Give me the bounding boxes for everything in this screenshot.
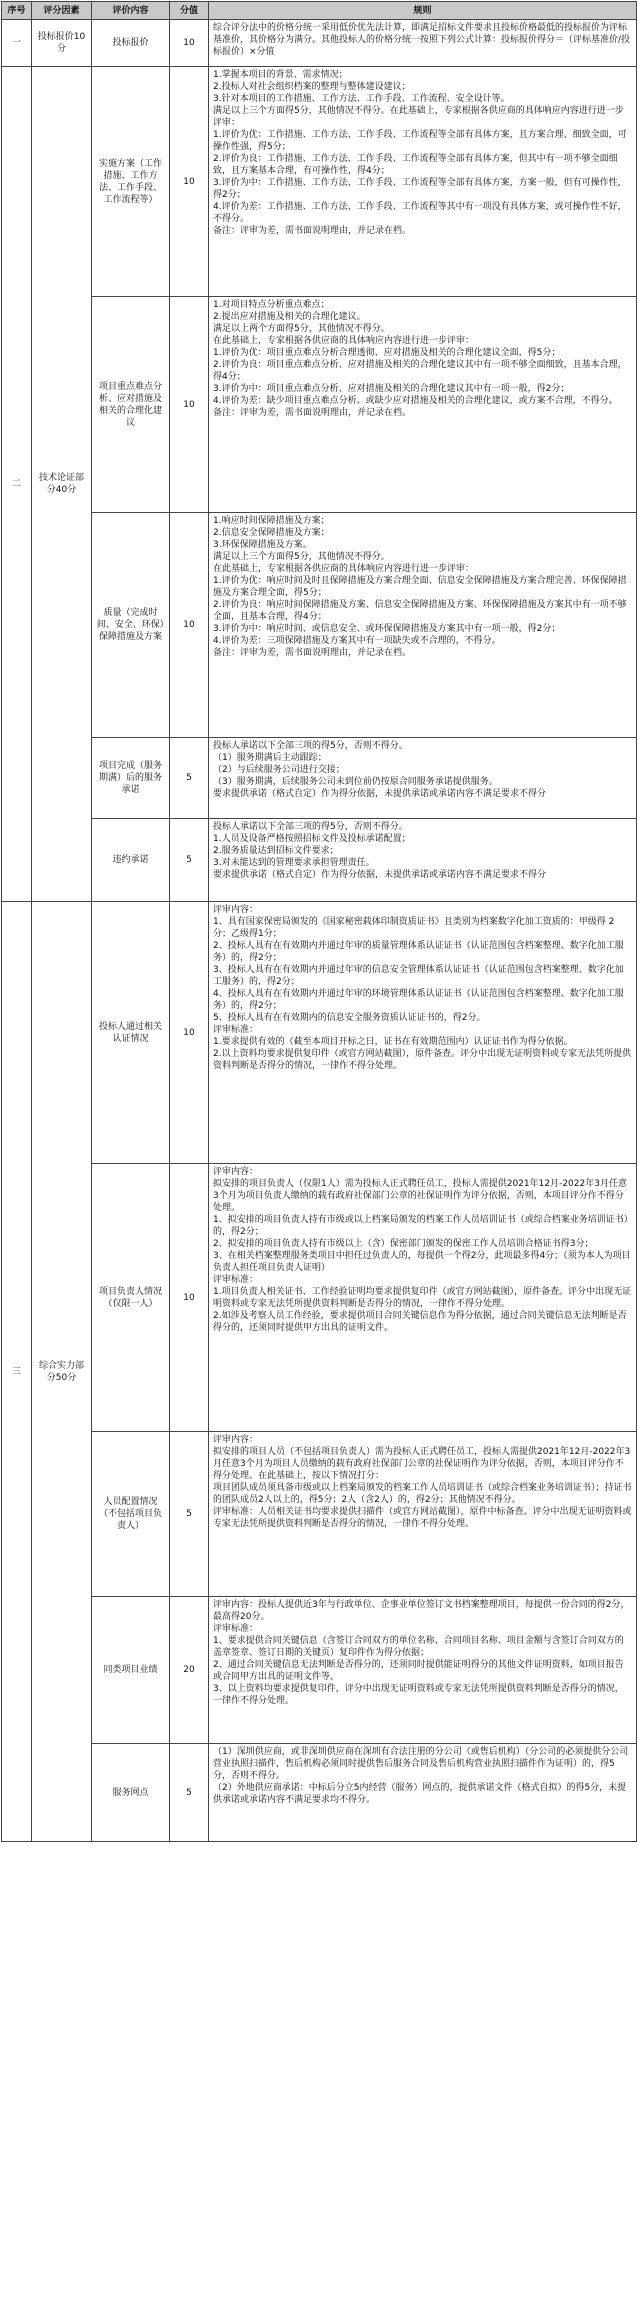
row-rules [209, 902, 637, 1164]
row-score: 20 [170, 1597, 209, 1744]
rule-line: 1.人员及设备严格按照招标文件及投标承诺配置； [213, 834, 411, 844]
table-row [2, 738, 637, 819]
rule-line: 1.要求提供有效的（截至本项目开标之日，证书在有效期范围内）认证证书作为得分依据。 [213, 1037, 573, 1047]
rule-line: 1、拟安排的项目负责人持有市级或以上档案局颁发的档案工作人员培训证书（或综合档案业务培训证书）的，得2分； [213, 1215, 629, 1237]
rule-line: 3、投标人具有在有效期内并通过年审的信息安全管理体系认证证书（认证范围包含档案整理、数字化加工服务）的，得2分； [213, 965, 624, 987]
row-content: 投标人通过相关认证情况 [92, 902, 170, 1164]
rule-line: 拟安排的项目人员（不包括项目负责人）需为投标人正式聘任员工，投标人需提供2021年12月-2022年3月任意3个月为项目人员缴纳的载有政府社保部门公章的社保证明作为评分依据，否则，本项目评分作不得分处理。在此基础上，按以下情况打分： [213, 1447, 631, 1481]
row-rules [209, 513, 637, 738]
rule-line: 3.评价为中：响应时间、或信息安全、或环保保障措施及方案其中有一项一般，得2分； [213, 624, 561, 634]
group-factor: 投标报价10分 [32, 20, 92, 67]
rule-line: 评审内容： [213, 905, 259, 915]
rule-line: 评审标准： [213, 1275, 259, 1285]
table-header-row [2, 2, 637, 20]
rule-line: 3、以上资料均要求提供复印件，评分中出现无证明资料或专家无法凭所提供资料判断是否得分的情况，一律作不得分处理。 [213, 1684, 624, 1706]
row-content: 实施方案（工作措施、工作方法、工作手段、工作流程等） [92, 67, 170, 297]
header-factor: 评分因素 [32, 2, 92, 20]
rule-line: 1、要求提供合同关键信息（含签订合同双方的单位名称、合同项目名称、项目金额与含签订合同双方的盖章签章、签订日期的关键页）复印件作为得分依据； [213, 1636, 624, 1658]
rule-line: （1）深圳供应商，或非深圳供应商在深圳有合法注册的分公司（或售后机构）（分公司的必须提供分公司营业执照扫描件，售后机构必须同时提供售后服务合同及售后机构营业执照扫描件作为证明）的，得5分，否则不得分。 [213, 1747, 629, 1781]
rule-line: 3.评价为中：工作措施、工作方法、工作手段、工作流程等全部有具体方案，方案一般，但有可操作性，得2分； [213, 178, 627, 200]
rule-line: 备注：评审为差，需书面说明理由，并记录在档。 [213, 408, 412, 418]
rule-line: 在此基础上，专家根据各供应商的具体响应内容进行进一步评审： [213, 336, 475, 346]
rule-line: 项目团队成员须具备市级或以上档案局颁发的档案工作人员培训证书（或综合档案业务培训证书）；持证书的团队成员2人以上的，得5分；2人（含2人）的，得2分；其他情况不得分。 [213, 1483, 632, 1505]
rule-line: 2.信息安全保障措施及方案； [213, 528, 330, 538]
row-content: 项目完成（服务期满）后的服务承诺 [92, 738, 170, 819]
row-content: 项目重点难点分析、应对措施及相关的合理化建议 [92, 297, 170, 513]
rule-line: 在此基础上，专家根据各供应商的具体响应内容进行进一步评审： [213, 564, 475, 574]
rule-line: 评审标准： [213, 1624, 259, 1634]
rule-line: 4.评价为差：三项保障措施及方案其中有一项缺失或不合理的，不得分。 [213, 636, 501, 646]
rule-line: 2、拟安排的项目负责人持有市级以上（含）保密部门颁发的保密工作人员培训合格证书得3分； [213, 1239, 594, 1249]
rule-line: 2.评价为良：项目重点难点分析、应对措施及相关的合理化建议其中有一项不够全面细致，且基本合理，得4分； [213, 360, 627, 382]
row-content: 同类项目业绩 [92, 1597, 170, 1744]
row-score: 10 [170, 297, 209, 513]
rule-line: 1.对项目特点分析重点难点； [213, 300, 330, 310]
scoring-table [1, 1, 637, 1842]
rule-line: 评审标准： [213, 1025, 259, 1035]
rule-line: （2）外地供应商承诺：中标后分立5内经营（服务）网点的，提供承诺文件（格式自拟）的得5分，未提供承诺或承诺内容不满足要求均不得分。 [213, 1783, 627, 1805]
table-row [2, 1597, 637, 1744]
rule-line: 1.评价为优：项目重点难点分析合理透彻、应对措施及相关的合理化建议全面，得5分； [213, 348, 561, 358]
row-content: 项目负责人情况（仅限一人） [92, 1164, 170, 1432]
group-no: 三 [2, 902, 32, 1842]
row-content: 服务网点 [92, 1744, 170, 1842]
rule-line: 拟安排的项目负责人（仅限1人）需为投标人正式聘任员工，投标人需提供2021年12月-2022年3月任意3个月为项目负责人缴纳的载有政府社保部门公章的社保证明作为评分依据，否则，本项目评分作不得分处理。 [213, 1179, 627, 1213]
group-factor: 技术论证部分40分 [32, 67, 92, 902]
rule-line: 要求提供承诺（格式自定）作为得分依据，未提供承诺或承诺内容不满足要求不得分 [213, 789, 547, 799]
row-rules [209, 67, 637, 297]
table-row [2, 1432, 637, 1597]
rule-line: 1.项目负责人相关证书、工作经验证明均要求提供复印件（或官方网站截图），原件备查。评分中出现无证明资料或专家无法凭所提供资料判断是否得分的情况，一律作不得分处理。 [213, 1287, 632, 1309]
row-rules [209, 297, 637, 513]
rule-line: 1.评价为优：响应时间及时且保障措施及方案合理全面、信息安全保障措施及方案合理完善、环保保障措施及方案合理全面，得5分； [213, 576, 627, 598]
row-score: 10 [170, 1164, 209, 1432]
row-score: 10 [170, 20, 209, 67]
rule-line: 满足以上三个方面得5分，其他情况不得分。在此基础上，专家根据各供应商的具体响应内容进行进一步评审： [213, 106, 624, 128]
header-no: 序号 [2, 2, 32, 20]
rule-line: 投标人承诺以下全部三项的得5分，否则不得分。 [213, 822, 408, 832]
group-factor: 综合实力部分50分 [32, 902, 92, 1842]
rule-line: 1、具有国家保密局颁发的《国家秘密载体印制资质证书》且类别为档案数字化加工资质的：甲级得 2 分；乙级得1分； [213, 917, 615, 939]
rule-line: 评审内容：投标人提供近3年与行政单位、企事业单位签订文书档案整理项目，每提供一份合同的得2分，最高得20分。 [213, 1600, 630, 1622]
rule-line: 2、通过合同关键信息无法判断是否得分的，还须同时提供能证明得分的其他文件证明资料，如项目报告或合同甲方出具的证明文件等。 [213, 1660, 624, 1682]
rule-line: 3.评价为中：项目重点难点分析、应对措施及相关的合理化建议其中有一项一般，得2分； [213, 384, 570, 394]
rule-line: 1.评价为优：工作措施、工作方法、工作手段、工作流程等全部有具体方案，且方案合理、细致全面，可操作性强，得5分； [213, 130, 627, 152]
row-rules [209, 20, 637, 67]
rule-line: 2.服务质量达到招标文件要求； [213, 846, 339, 856]
rule-line: 4.评价为差：工作措施、工作方法、工作手段、工作流程等其中有一项没有具体方案，或可操作性不好，不得分。 [213, 202, 627, 224]
row-rules [209, 819, 637, 902]
rule-line: （1）服务期满后主动跟踪； [213, 753, 327, 763]
row-rules [209, 1597, 637, 1744]
rule-line: 1.掌握本项目的背景、需求情况； [213, 70, 348, 80]
header-rules: 规则 [209, 2, 637, 20]
rule-line: 投标人承诺以下全部三项的得5分，否则不得分。 [213, 741, 408, 751]
row-content: 质量（完成时间、安全、环保）保障措施及方案 [92, 513, 170, 738]
rule-line: 3.针对本项目的工作措施、工作方法、工作手段、工作流程、安全设计等。 [213, 94, 510, 104]
rule-line: 2.以上资料均要求提供复印件（或官方网站截图），原件备查。评分中出现无证明资料或专家无法凭所提供资料判断是否得分的情况，一律作不得分处理。 [213, 1049, 632, 1071]
rule-line: 3.环保保障措施及方案。 [213, 540, 312, 550]
table-row [2, 20, 637, 67]
row-score: 5 [170, 738, 209, 819]
row-rules [209, 1164, 637, 1432]
row-score: 5 [170, 1744, 209, 1842]
row-score: 10 [170, 513, 209, 738]
rule-line: 满足以上两个方面得5分，其他情况不得分。 [213, 324, 390, 334]
group-no: 二 [2, 67, 32, 902]
row-content: 人员配置情况（不包括项目负责人） [92, 1432, 170, 1597]
rule-line: 3、在相关档案整理服务类项目中担任过负责人的，每提供一个得2分，此项最多得4分；（须为本人为项目负责人担任项目负责人证明） [213, 1251, 631, 1273]
rule-line: 1.响应时间保障措施及方案； [213, 516, 330, 526]
rule-line: 4、投标人具有在有效期内并通过年审的环境管理体系认证证书（认证范围包含档案整理、数字化加工服务）的，得2分； [213, 989, 624, 1011]
row-score: 10 [170, 67, 209, 297]
table-row [2, 297, 637, 513]
row-rules [209, 738, 637, 819]
rule-line: 4.评价为差：缺少项目重点难点分析、或缺少应对措施及相关的合理化建议，或方案不合理，不得分。 [213, 396, 618, 406]
group-no: 一 [2, 20, 32, 67]
row-rules [209, 1744, 637, 1842]
rule-line: （2）与后续服务公司进行交接； [213, 765, 345, 775]
rule-line: 2.评价为良：响应时间保障措施及方案、信息安全保障措施及方案、环保保障措施及方案其中有一项不够全面，且基本合理，得4分； [213, 600, 627, 622]
rule-line: 综合评分法中的价格分统一采用低价优先法计算，即满足招标文件要求且投标价格最低的投标报价为评标基准价，其价格分为满分。其他投标人的价格分统一按照下列公式计算：投标报价得分＝（评标基准价/投标报价）×分值 [213, 23, 631, 57]
row-content: 投标报价 [92, 20, 170, 67]
table-row [2, 67, 637, 297]
header-content: 评价内容 [92, 2, 170, 20]
table-row [2, 819, 637, 902]
row-content: 违约承诺 [92, 819, 170, 902]
rule-line: 要求提供承诺（格式自定）作为得分依据，未提供承诺或承诺内容不满足要求不得分 [213, 870, 547, 880]
row-score: 5 [170, 1432, 209, 1597]
table-row [2, 1164, 637, 1432]
rule-line: 评审内容： [213, 1167, 259, 1177]
table-row [2, 513, 637, 738]
rule-line: 备注：评审为差，需书面说明理由，并记录在档。 [213, 648, 412, 658]
rule-line: 评审内容： [213, 1435, 259, 1445]
row-rules [209, 1432, 637, 1597]
row-score: 10 [170, 902, 209, 1164]
rule-line: （3）服务期满，后续服务公司未到位前仍按原合同服务承诺提供服务。 [213, 777, 498, 787]
rule-line: 满足以上三个方面得5分，其他情况不得分。 [213, 552, 390, 562]
rule-line: 2、投标人具有在有效期内并通过年审的质量管理体系认证证书（认证范围包含档案整理、数字化加工服务）的，得2分； [213, 941, 624, 963]
rule-line: 评审标准：人员相关证书均要求提供扫描件（或官方网站截图），原件中标备查。评分中出现无证明资料或专家无法凭所提供资料判断是否得分的情况，一律作不得分处理。 [213, 1507, 632, 1529]
rule-line: 5、投标人具有在有效期内的信息安全服务资质认证证书的，得2分。 [213, 1013, 486, 1023]
rule-line: 2.投标人对社会组织档案的整理与整体建设建议； [213, 82, 411, 92]
rule-line: 2.评价为良：工作措施、工作方法、工作手段、工作流程等全部有具体方案，但其中有一项不够全面细致，且方案基本合理，有可操作性，得4分； [213, 154, 618, 176]
table-row [2, 902, 637, 1164]
rule-line: 2.提出应对措施及相关的合理化建议。 [213, 312, 366, 322]
row-score: 5 [170, 819, 209, 902]
rule-line: 3.对未能达到的管理要求承担管理责任。 [213, 858, 375, 868]
table-row [2, 1744, 637, 1842]
header-score: 分值 [170, 2, 209, 20]
rule-line: 备注：评审为差，需书面说明理由，并记录在档。 [213, 226, 412, 236]
rule-line: 2.如涉及考察人员工作经验，要求提供项目合同关键信息作为得分依据，通过合同关键信息无法判断是否得分的，还须同时提供甲方出具的证明文件。 [213, 1311, 627, 1333]
